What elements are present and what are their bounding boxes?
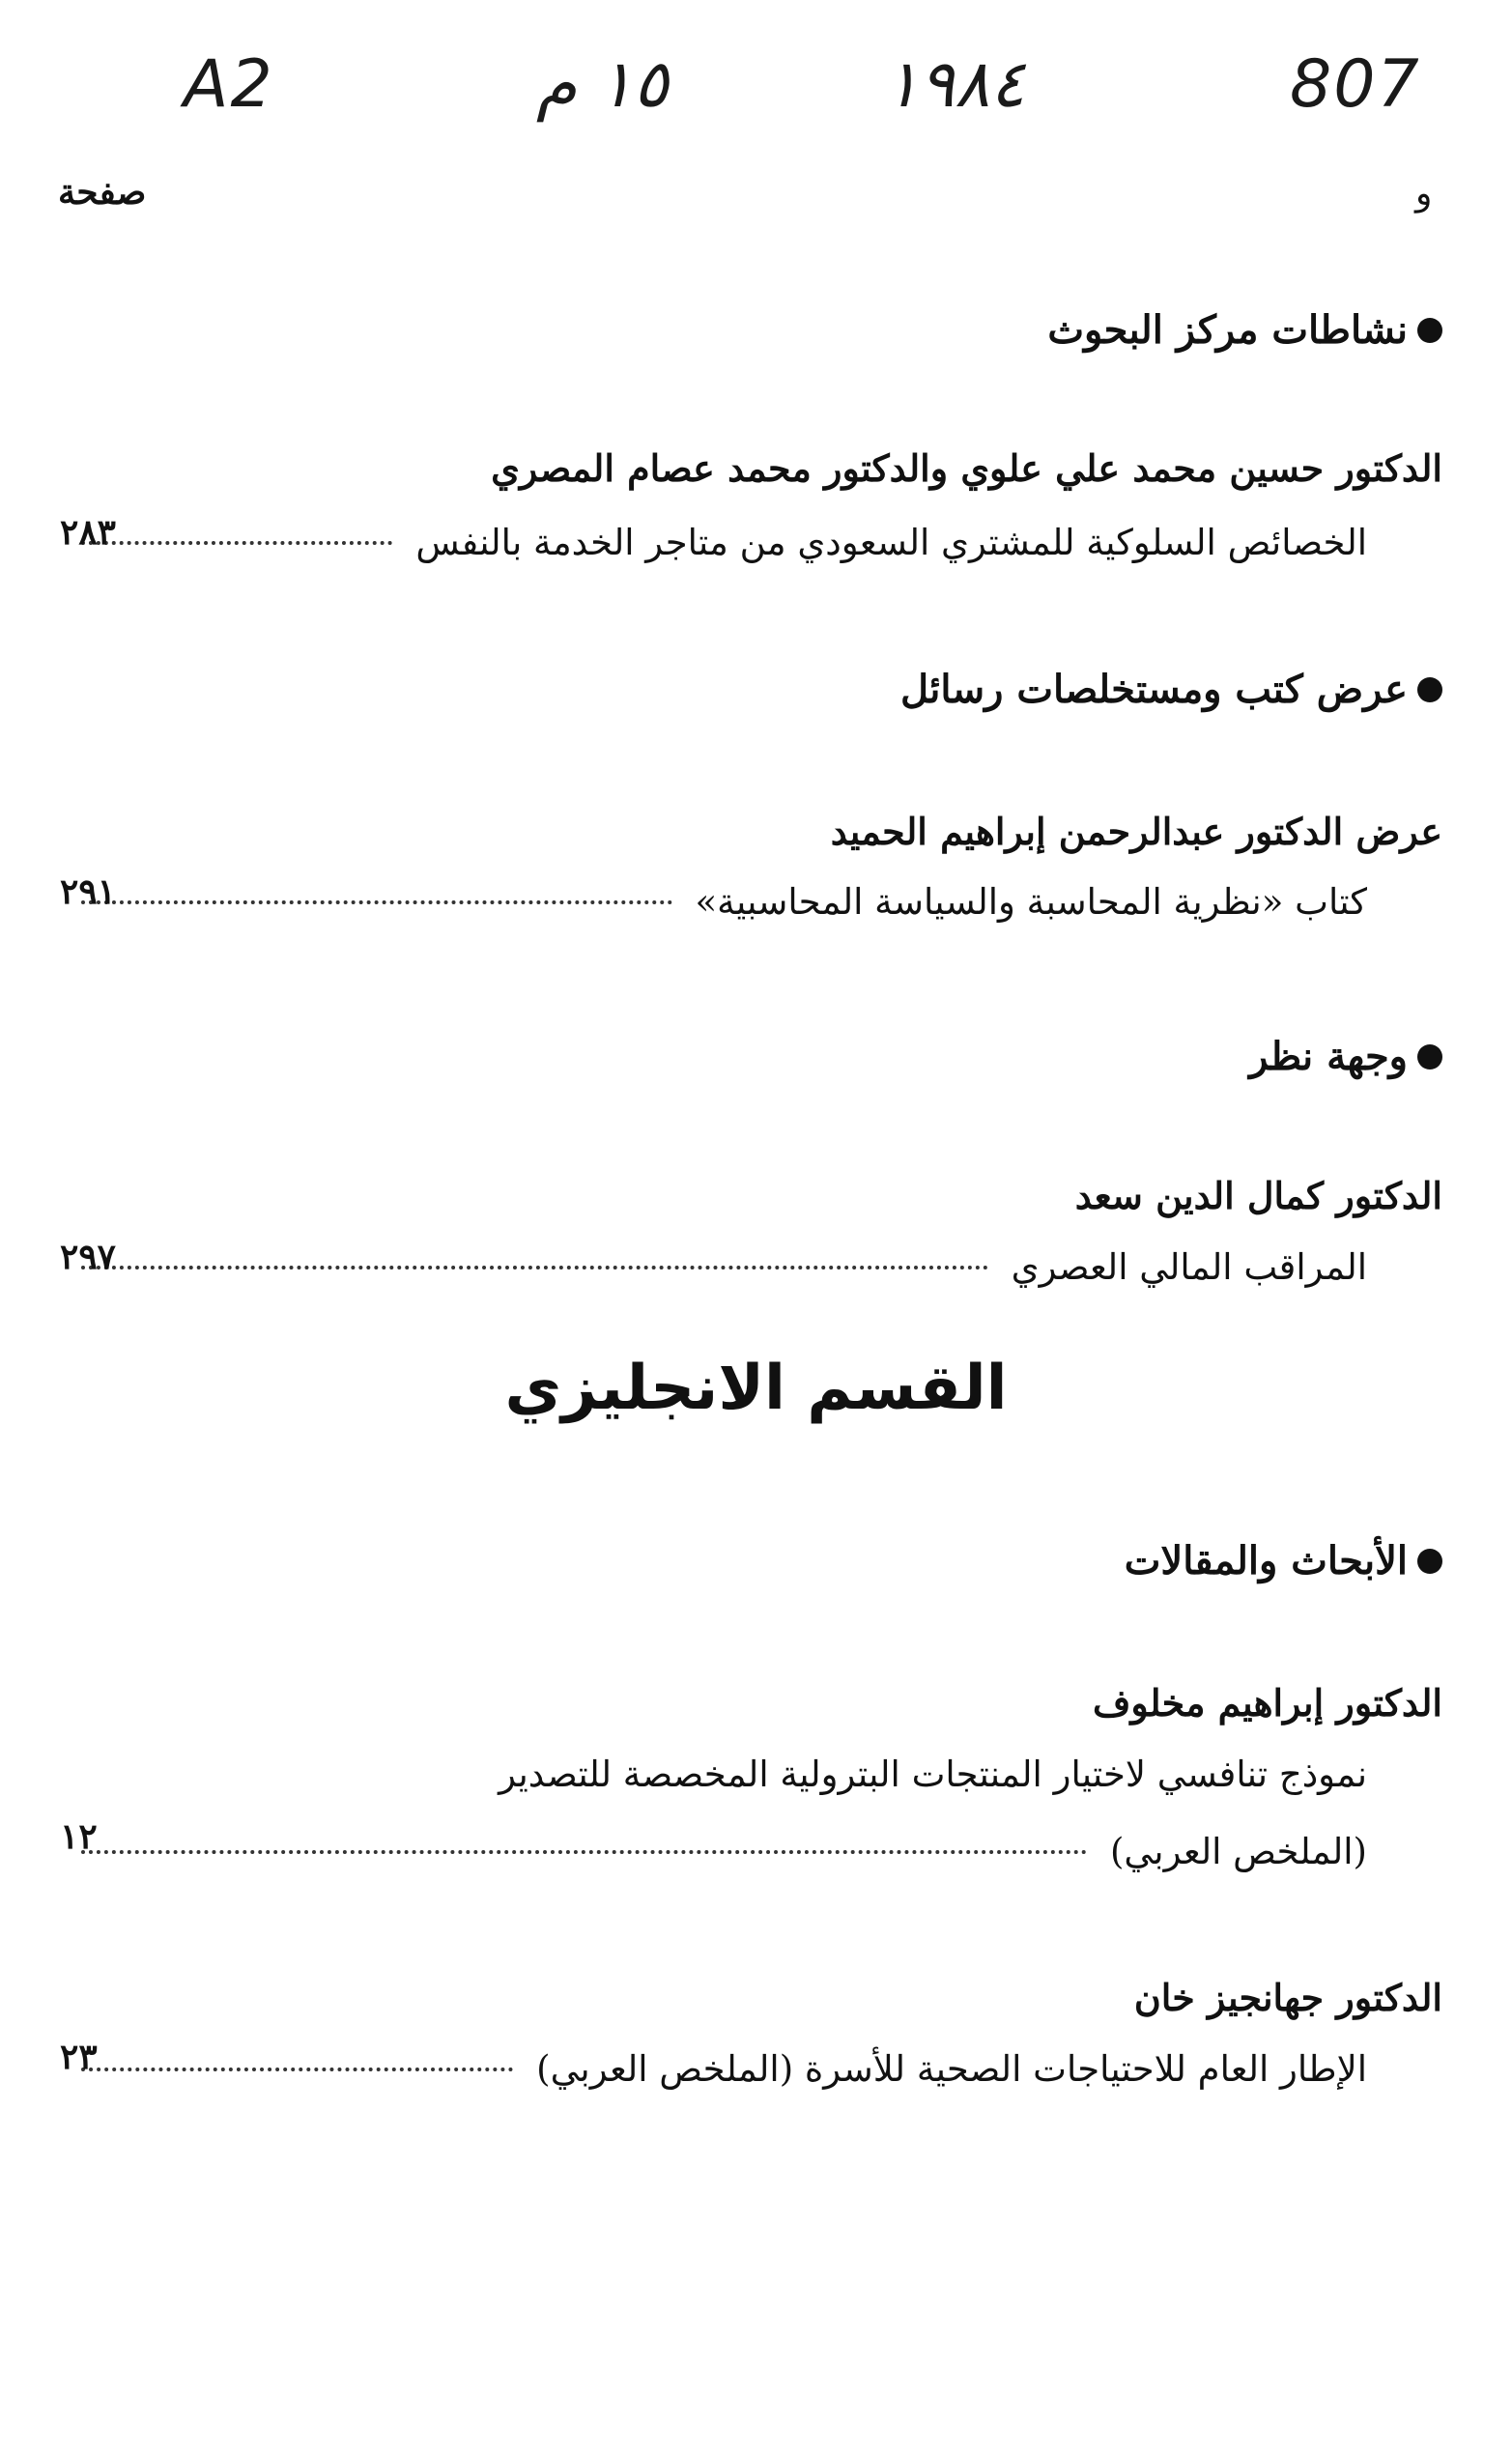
bullet-icon <box>1417 1044 1442 1070</box>
toc-page-letter: و <box>1415 174 1433 214</box>
entry-author: الدكتور جهانجيز خان <box>1133 1976 1442 2019</box>
entry-title: الخصائص السلوكية للمشتري السعودي من متاجر الخدمة بالنفس <box>415 522 1367 563</box>
dot-leader <box>81 2068 513 2071</box>
section-heading <box>1047 307 1442 353</box>
bullet-icon <box>1417 1549 1442 1574</box>
section-heading <box>1249 1034 1442 1079</box>
section-heading <box>1125 1538 1442 1583</box>
toc-entry[interactable] <box>58 881 1367 923</box>
section-title: عرض كتب ومستخلصات رسائل <box>900 667 1408 712</box>
dot-leader <box>81 541 392 545</box>
entry-title: الإطار العام للاحتياجات الصحية للأسرة (الملخص العربي) <box>536 2048 1367 2090</box>
section-title: وجهة نظر <box>1249 1034 1408 1079</box>
entry-title: كتاب «نظرية المحاسبة والسياسة المحاسبية» <box>695 881 1367 923</box>
entry-title-line: نموذج تنافسي لاختيار المنتجات البترولية المخصصة للتصدير <box>499 1754 1367 1795</box>
entry-title: (الملخص العربي) <box>1110 1831 1367 1872</box>
entry-page-number: ٢٣ <box>60 2037 98 2077</box>
dot-leader <box>81 1266 988 1269</box>
entry-page-number: ٢٨٣ <box>60 512 117 553</box>
section-title: الأبحاث والمقالات <box>1124 1538 1408 1583</box>
dot-leader <box>81 900 672 904</box>
toc-entry[interactable] <box>58 1246 1367 1288</box>
section-heading <box>900 667 1442 712</box>
part-heading: القسم الانجليزي <box>504 1353 1008 1424</box>
handwritten-note: 807 <box>1290 46 1421 123</box>
entry-author: الدكتور كمال الدين سعد <box>1074 1174 1442 1217</box>
entry-page-number: ٢٩١ <box>60 871 117 912</box>
bullet-icon <box>1417 677 1442 702</box>
dot-leader <box>81 1850 1087 1854</box>
page-column-label: صفحة <box>58 172 147 213</box>
handwritten-note: ١٩٨٤ <box>884 46 1026 123</box>
section-title: نشاطات مركز البحوث <box>1047 307 1408 353</box>
handwritten-note: ١٥ م <box>536 46 669 123</box>
toc-entry[interactable] <box>58 1831 1367 1872</box>
toc-entry[interactable] <box>58 2048 1367 2090</box>
entry-title: المراقب المالي العصري <box>1011 1246 1367 1288</box>
entry-author: الدكتور إبراهيم مخلوف <box>1092 1681 1442 1725</box>
entry-author: الدكتور حسين محمد علي علوي والدكتور محمد عصام المصري <box>491 446 1442 490</box>
entry-author: عرض الدكتور عبدالرحمن إبراهيم الحميد <box>830 810 1442 853</box>
entry-page-number: ٢٩٧ <box>60 1237 117 1277</box>
entry-page-number: ١٢ <box>60 1816 98 1857</box>
handwritten-note: A2 <box>184 46 274 123</box>
bullet-icon <box>1417 318 1442 343</box>
toc-entry[interactable] <box>58 522 1367 563</box>
